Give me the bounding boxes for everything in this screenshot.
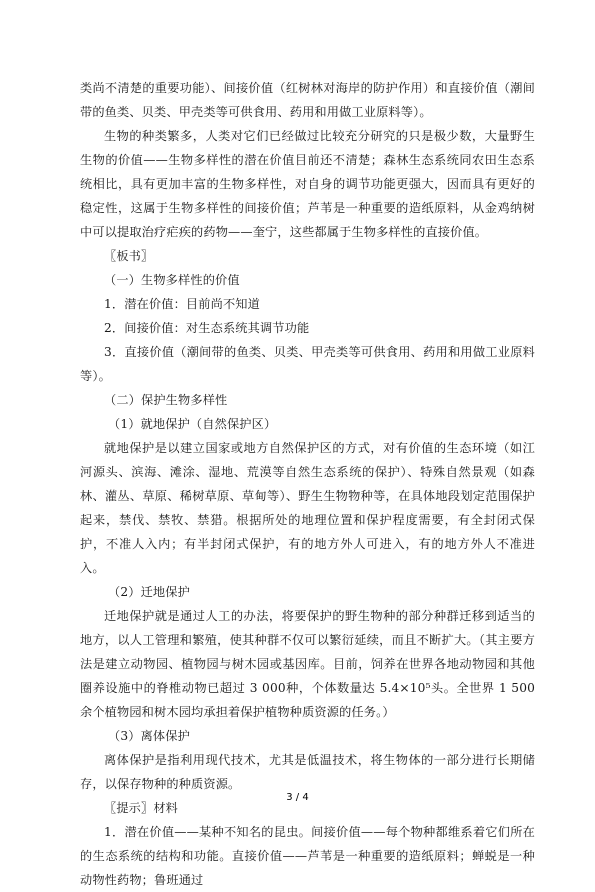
page-number: 3 / 4 [286, 792, 309, 803]
subheading-in-situ: （1）就地保护（自然保护区） [108, 417, 277, 431]
paragraph-values-continued: 类尚不清楚的重要功能）、间接价值（红树林对海岸的防护作用）和直接价值（潮间带的鱼类、贝类、甲壳类等可供食用、药用和用做工业原料等）。 [80, 81, 535, 119]
page-body [80, 76, 535, 892]
list-item-potential-value: 1．潜在价值：目前尚不知道 [104, 297, 260, 311]
subheading-in-vitro: （3）离体保护 [108, 729, 190, 743]
paragraph-ex-situ: 迁地保护就是通过人工的办法，将要保护的野生物种的部分种群迁移到适当的地方，以人工管理和繁殖，使其种群不仅可以繁衍延续，而且不断扩大。（其主要方法是建立动物园、植物园与树木园或基因库。目前，饲养在世界各地动物园和其他圈养设施中的脊椎动物已超过 3 000种，个体数量达 5.4×10⁵头。全世界 1 500 余个植物园和树木园均承担着保护植物种质资源的任务。） [80, 609, 535, 719]
hint-heading: 〖提示〗材料 [104, 801, 179, 815]
section-heading-values: （一）生物多样性的价值 [104, 273, 240, 287]
paragraph-in-vitro: 离体保护是指利用现代技术，尤其是低温技术，将生物体的一部分进行长期储存，以保存物种的种质资源。 [80, 753, 535, 791]
section-heading-protection: （二）保护生物多样性 [104, 393, 228, 407]
subheading-ex-situ: （2）迁地保护 [108, 585, 190, 599]
list-item-direct-value: 3．直接价值（潮间带的鱼类、贝类、甲壳类等可供食用、药用和用做工业原料等）。 [80, 345, 535, 383]
paragraph-in-situ: 就地保护是以建立国家或地方自然保护区的方式，对有价值的生态环境（如江河源头、滨海、滩涂、湿地、荒漠等自然生态系统的保护）、特殊自然景观（如森林、灌丛、草原、稀树草原、草甸等）、野生生物物种等，在具体地段划定范围保护起来，禁伐、禁牧、禁猎。根据所处的地理位置和保护程度需要，有全封闭式保护，不准人入内；有半封闭式保护，有的地方外人可进入，有的地方外人不准进入。 [80, 441, 535, 575]
board-notes-heading: 〖板书〗 [104, 249, 154, 263]
paragraph-hint-1: 1．潜在价值——某种不知名的昆虫。间接价值——每个物种都维系着它们所在的生态系统的结构和功能。直接价值——芦苇是一种重要的造纸原料；蝉蜕是一种动物性药物；鲁班通过 [80, 825, 535, 887]
paragraph-biodiversity-values: 生物的种类繁多，人类对它们已经做过比较充分研究的只是极少数，大量野生生物的价值——生物多样性的潜在价值目前还不清楚；森林生态系统同农田生态系统相比，具有更加丰富的生物多样性，对自身的调节功能更强大，因而具有更好的稳定性，这属于生物多样性的间接价值；芦苇是一种重要的造纸原料，从金鸡纳树中可以提取治疗疟疾的药物——奎宁，这些都属于生物多样性的直接价值。 [80, 129, 535, 239]
list-item-indirect-value: 2．间接价值：对生态系统其调节功能 [104, 321, 310, 335]
